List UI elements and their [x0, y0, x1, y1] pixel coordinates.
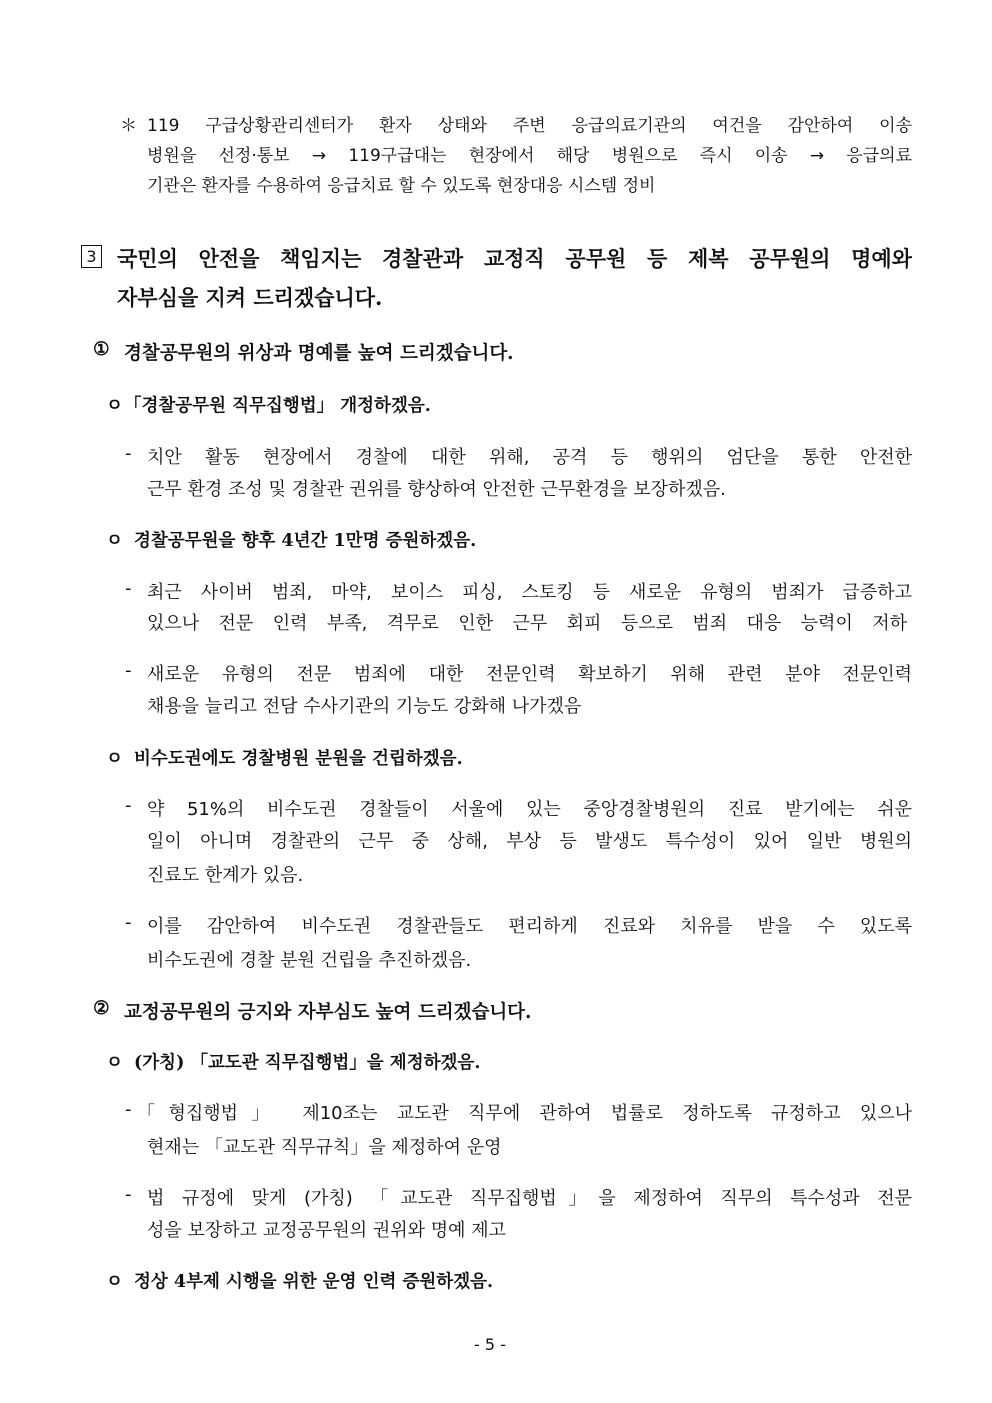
point-line: 근무 환경 조성 및 경찰관 권위를 향상하여 안전한 근무환경을 보장하겠음.: [147, 479, 726, 500]
item-title: 정상 4부제 시행을 위한 운영 인력 증원하겠음.: [134, 1272, 494, 1292]
dash-marker: -: [125, 1184, 132, 1205]
item-title: 비수도권에도 경찰병원 분원을 건립하겠음.: [134, 749, 463, 769]
dash-marker: -: [125, 912, 132, 933]
subsection-title: 경찰공무원의 위상과 명예를 높여 드리겠습니다.: [124, 343, 514, 364]
point-line: 새로운 유형의 전문 범죄에 대한 전문인력 확보하기 위해 관련 분야 전문인력: [147, 664, 912, 685]
page-number: - 5 -: [474, 1335, 506, 1354]
bullet-marker: ㅇ: [106, 531, 123, 551]
point-line: 성을 보장하고 교정공무원의 권위와 명예 제고: [147, 1220, 506, 1241]
section-heading-line: 자부심을 지켜 드리겠습니다.: [117, 285, 383, 310]
note-marker: ＊: [120, 116, 137, 136]
point-line: 「형집행법」 제10조는 교도관 직무에 관하여 법률로 정하도록 규정하고 있으나: [137, 1103, 912, 1124]
point-line: 이를 감안하여 비수도권 경찰관들도 편리하게 진료와 치유를 받을 수 있도록: [147, 916, 912, 937]
point-line: 치안 활동 현장에서 경찰에 대한 위해, 공격 등 행위의 엄단을 통한 안전한: [147, 447, 912, 468]
subsection-title: 교정공무원의 긍지와 자부심도 높여 드리겠습니다.: [124, 1002, 532, 1023]
item-title: 경찰공무원을 향후 4년간 1만명 증원하겠음.: [134, 531, 477, 551]
note-line: 119 구급상황관리센터가 환자 상태와 주변 응급의료기관의 여건을 감안하여 이송: [147, 116, 912, 136]
subsection-number: ①: [93, 339, 110, 360]
point-line: 약 51%의 비수도권 경찰들이 서울에 있는 중앙경찰병원의 진료 받기에는 쉬운: [147, 799, 912, 820]
dash-marker: -: [125, 578, 132, 599]
subsection-number: ②: [93, 998, 110, 1019]
bullet-marker: ㅇ: [106, 396, 123, 416]
item-title: (가칭) 「교도관 직무집행법」을 제정하겠음.: [134, 1053, 481, 1073]
point-line: 비수도권에 경찰 분원 건립을 추진하겠음.: [147, 950, 472, 971]
dash-marker: -: [125, 1099, 132, 1120]
bullet-marker: ㅇ: [106, 1053, 123, 1073]
point-line: 일이 아니며 경찰관의 근무 중 상해, 부상 등 발생도 특수성이 있어 일반 병원의: [147, 831, 912, 852]
bullet-marker: ㅇ: [106, 749, 123, 769]
note-line: 병원을 선정·통보 → 119구급대는 현장에서 해당 병원으로 즉시 이송 → 응급의료: [147, 146, 912, 166]
item-title: 「경찰공무원 직무집행법」 개정하겠음.: [124, 396, 431, 416]
bullet-marker: ㅇ: [106, 1272, 123, 1292]
section-number: 3: [81, 244, 102, 269]
point-line: 최근 사이버 범죄, 마약, 보이스 피싱, 스토킹 등 새로운 유형의 범죄가 급증하고: [147, 582, 912, 603]
dash-marker: -: [125, 660, 132, 681]
point-line: 현재는 「교도관 직무규칙」을 제정하여 운영: [147, 1137, 502, 1158]
dash-marker: -: [125, 795, 132, 816]
point-line: 법 규정에 맞게 (가칭) 「교도관 직무집행법」을 제정하여 직무의 특수성과 전문: [147, 1188, 912, 1209]
dash-marker: -: [125, 443, 132, 464]
point-line: 있으나 전문 인력 부족, 격무로 인한 근무 회피 등으로 범죄 대응 능력이 저하: [147, 613, 907, 634]
section-heading-line: 국민의 안전을 책임지는 경찰관과 교정직 공무원 등 제복 공무원의 명예와: [117, 246, 912, 271]
point-line: 채용을 늘리고 전담 수사기관의 기능도 강화해 나가겠음: [147, 696, 582, 717]
note-line: 기관은 환자를 수용하여 응급치료 할 수 있도록 현장대응 시스템 정비: [147, 176, 656, 196]
point-line: 진료도 한계가 있음.: [147, 865, 304, 886]
